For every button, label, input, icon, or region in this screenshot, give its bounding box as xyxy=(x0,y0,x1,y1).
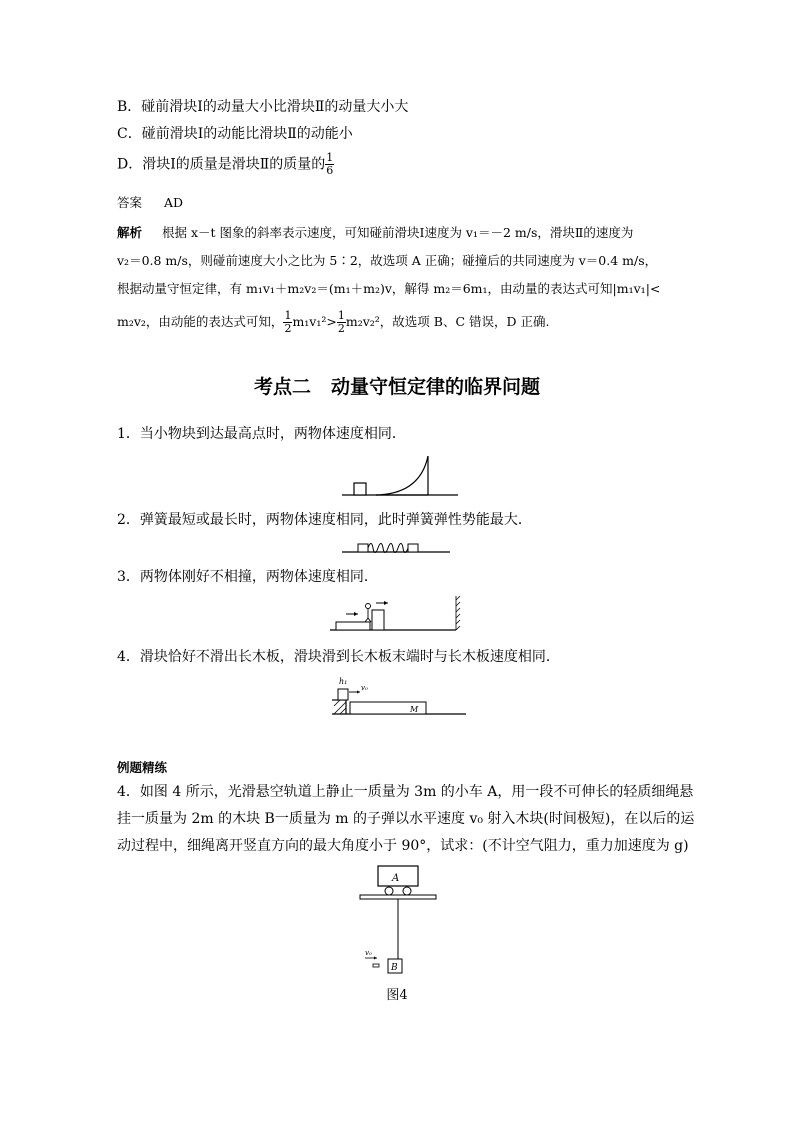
tall-block xyxy=(372,610,384,630)
fraction-numerator: 1 xyxy=(337,309,345,322)
left-block xyxy=(358,544,368,552)
wall-hatching xyxy=(456,596,460,630)
point-4: 4．滑块恰好不滑出长木板，滑块滑到长木板末端时与长木板速度相同． xyxy=(117,649,560,665)
option-d xyxy=(117,152,334,177)
fraction-numerator: 1 xyxy=(284,309,292,322)
curved-ramp xyxy=(376,456,428,495)
analysis-text-4b: m₁v₁²> xyxy=(292,314,337,329)
wheel-left xyxy=(385,887,393,895)
bullet xyxy=(373,964,379,967)
analysis-line-2: v₂＝0.8 m/s，则碰前速度大小之比为 5∶2，故选项 A 正确；碰撞后的共同速度为 v＝0.4 m/s， xyxy=(117,253,658,268)
person-head xyxy=(366,604,371,609)
label-v0: v₀ xyxy=(361,684,368,692)
track-rail xyxy=(360,895,436,899)
label-h1: h₁ xyxy=(339,677,348,686)
analysis-fraction-2 xyxy=(337,310,346,335)
example-line-3: 动过程中，细绳离开竖直方向的最大角度小于 90°，试求：(不计空气阻力，重力加速度为 g) xyxy=(117,838,689,854)
step-hatching xyxy=(334,700,346,714)
label-a: A xyxy=(392,873,400,884)
analysis-line-3: 根据动量守恒定律，有 m₁v₁＋m₂v₂＝(m₁＋m₂)v，解得 m₂＝6m₁，由动量的表达式可知|m₁v₁|< xyxy=(117,281,661,296)
fraction-denominator: 6 xyxy=(326,164,334,177)
figure-spring-blocks xyxy=(340,535,452,555)
section-title: 动量守恒定律的临界问题 xyxy=(331,376,541,398)
flat-board xyxy=(336,622,370,630)
section-heading xyxy=(0,372,794,399)
analysis-text-4c: m₂v₂²，故选项 B、C 错误，D 正确. xyxy=(345,314,550,329)
point-3: 3．两物体刚好不相撞，两物体速度相同． xyxy=(117,569,378,585)
arrow-head-icon xyxy=(357,691,360,694)
arrow-head-icon xyxy=(354,612,358,616)
right-block xyxy=(408,544,418,552)
option-d-text: D．滑块Ⅰ的质量是滑块Ⅱ的质量的 xyxy=(117,156,326,173)
answer-label: 答案 xyxy=(117,195,143,210)
figure-4-pendulum-cart xyxy=(356,864,440,980)
analysis-text-1: 根据 x－t 图象的斜率表示速度，可知碰前滑块Ⅰ速度为 v₁＝－2 m/s，滑块Ⅱ的速度为 xyxy=(161,225,634,240)
answer-line xyxy=(117,193,183,213)
label-b: B xyxy=(391,963,398,973)
figure-block-wall xyxy=(328,594,462,636)
figure-curved-ramp xyxy=(340,452,460,498)
figure-block-on-board xyxy=(330,672,468,718)
example-label: 例题精练 xyxy=(117,760,168,775)
option-c: C．碰前滑块Ⅰ的动能比滑块Ⅱ的动能小 xyxy=(117,126,353,142)
label-M: M xyxy=(410,705,419,714)
small-block xyxy=(354,483,366,495)
analysis-label: 解析 xyxy=(117,225,143,240)
example-line-2: 挂一质量为 2m 的木块 B一质量为 m 的子弹以水平速度 v₀ 射入木块(时间极短)，在以后的运 xyxy=(117,811,695,827)
option-d-fraction xyxy=(325,152,334,177)
spring xyxy=(368,544,408,553)
slider-block xyxy=(338,689,348,700)
analysis-line-1 xyxy=(117,223,633,243)
arrow-head-icon xyxy=(384,601,388,605)
arrow-head-icon xyxy=(374,957,377,960)
answer-value: AD xyxy=(163,195,184,210)
section-label: 考点二 xyxy=(253,376,311,398)
fraction-numerator: 1 xyxy=(326,151,334,164)
analysis-text-4a: m₂v₂，由动能的表达式可知， xyxy=(117,314,284,329)
label-v0: v₀ xyxy=(365,949,372,957)
fraction-denominator: 2 xyxy=(284,322,292,335)
option-b: B．碰前滑块Ⅰ的动量大小比滑块Ⅱ的动量大小大 xyxy=(117,99,409,115)
point-1: 1．当小物块到达最高点时，两物体速度相同． xyxy=(117,426,406,442)
fraction-denominator: 2 xyxy=(337,322,345,335)
wheel-right xyxy=(403,887,411,895)
example-line-1: 4．如图 4 所示，光滑悬空轨道上静止一质量为 3m 的小车 A，用一段不可伸长的轻质细绳悬 xyxy=(117,784,694,800)
figure-caption: 图4 xyxy=(386,988,408,1003)
point-2: 2．弹簧最短或最长时，两物体速度相同，此时弹簧弹性势能最大． xyxy=(117,512,532,528)
analysis-line-4 xyxy=(117,310,549,335)
